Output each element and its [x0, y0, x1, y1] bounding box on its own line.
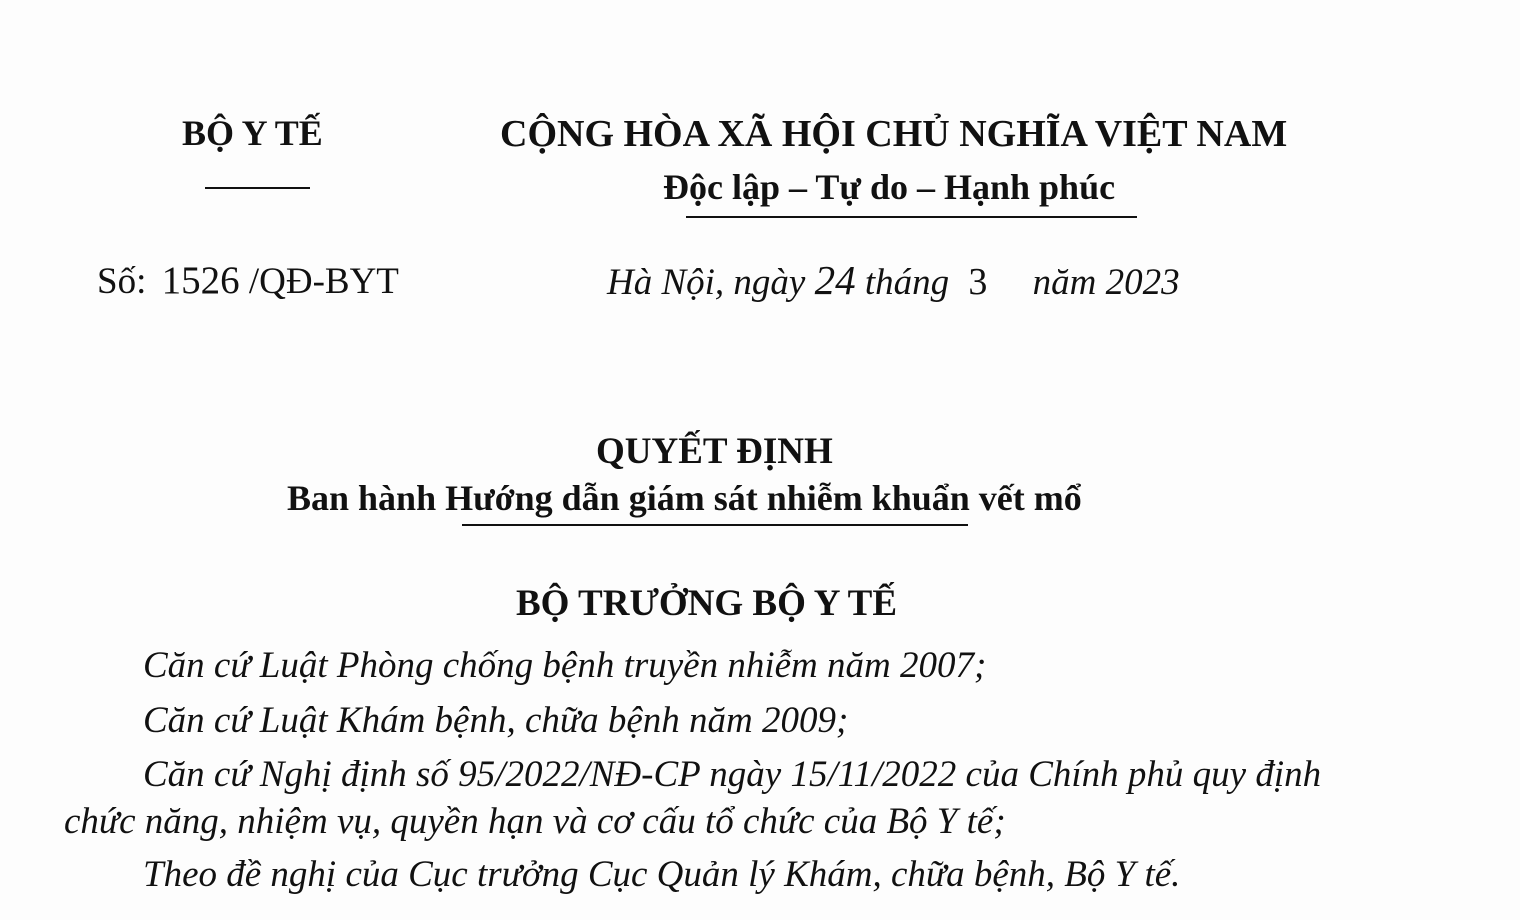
legal-basis-line: Căn cứ Nghị định số 95/2022/NĐ-CP ngày 15/11/2022 của Chính phủ quy định: [143, 754, 1322, 795]
place-day-label: Hà Nội, ngày: [607, 262, 806, 303]
document-number: [97, 258, 399, 303]
legal-basis-line-continued: chức năng, nhiệm vụ, quyền hạn và cơ cấu tổ chức của Bộ Y tế;: [64, 801, 1006, 842]
document-number-suffix: /QĐ-BYT: [248, 261, 399, 302]
issuing-ministry: BỘ Y TẾ: [182, 113, 323, 153]
date-month: 3: [968, 261, 988, 303]
national-motto: Độc lập – Tự do – Hạnh phúc: [663, 167, 1116, 207]
decision-subtitle: Ban hành Hướng dẫn giám sát nhiễm khuẩn vết mổ: [287, 478, 1082, 518]
decision-title: QUYẾT ĐỊNH: [596, 431, 833, 472]
motto-underline: [686, 216, 1137, 218]
date-day: 24: [814, 257, 856, 303]
place-and-date: [607, 256, 1180, 304]
year-label: năm 2023: [1032, 262, 1180, 303]
document-number-value: 1526: [161, 259, 240, 302]
month-label: tháng: [864, 262, 950, 303]
issuing-authority: BỘ TRƯỞNG BỘ Y TẾ: [516, 583, 898, 624]
proposal-line: Theo đề nghị của Cục trưởng Cục Quản lý Khám, chữa bệnh, Bộ Y tế.: [143, 854, 1181, 895]
subtitle-underline: [462, 524, 968, 526]
national-title: CỘNG HÒA XÃ HỘI CHỦ NGHĨA VIỆT NAM: [500, 113, 1288, 155]
legal-basis-line: Căn cứ Luật Khám bệnh, chữa bệnh năm 2009;: [143, 700, 849, 741]
ministry-underline: [205, 187, 310, 189]
document-number-label: Số:: [97, 261, 147, 302]
legal-basis-line: Căn cứ Luật Phòng chống bệnh truyền nhiễm năm 2007;: [143, 645, 987, 686]
